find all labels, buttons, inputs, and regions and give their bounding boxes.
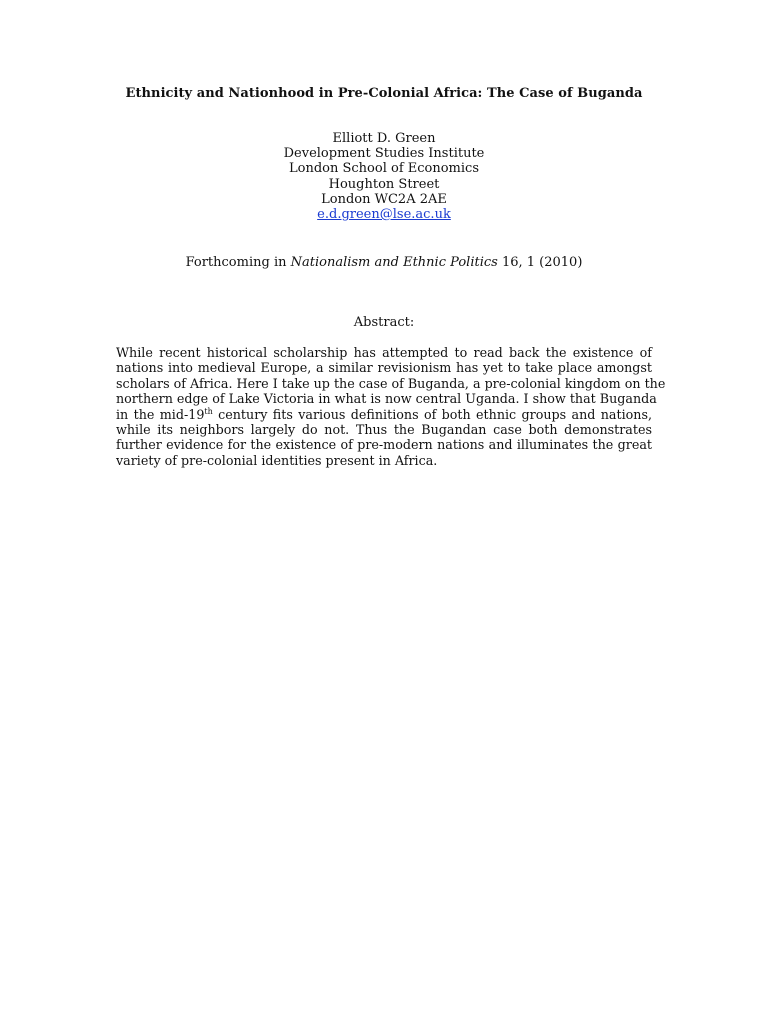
publication-prefix: Forthcoming in bbox=[185, 255, 291, 270]
paper-title: Ethnicity and Nationhood in Pre-Colonial Africa: The Case of Buganda bbox=[125, 86, 643, 101]
affiliation-line: London School of Economics bbox=[289, 161, 479, 177]
abstract-line-part: century fits various definitions of both ethnic groups and nations, bbox=[212, 406, 652, 422]
abstract-body bbox=[116, 345, 666, 468]
publication-volume: 16, 1 (2010) bbox=[497, 255, 583, 270]
abstract-heading: Abstract: bbox=[353, 315, 415, 330]
affiliation-line: London WC2A 2AE bbox=[321, 191, 447, 207]
abstract-line: northern edge of Lake Victoria in what is now central Uganda. I show that Buganda bbox=[116, 391, 657, 407]
author-block bbox=[0, 131, 768, 222]
ordinal-superscript: th bbox=[204, 406, 213, 416]
abstract-line-part: in the mid-19 bbox=[116, 406, 205, 422]
abstract-line bbox=[116, 407, 652, 422]
abstract-line: further evidence for the existence of pre-modern nations and illuminates the great bbox=[116, 437, 652, 453]
journal-name: Nationalism and Ethnic Politics bbox=[290, 255, 498, 270]
abstract-line: nations into medieval Europe, a similar revisionism has yet to take place amongst bbox=[116, 360, 652, 376]
author-name: Elliott D. Green bbox=[332, 131, 436, 146]
publication-note bbox=[0, 255, 768, 271]
abstract-line: scholars of Africa. Here I take up the case of Buganda, a pre-colonial kingdom on the bbox=[116, 375, 666, 391]
abstract-line: variety of pre-colonial identities present in Africa. bbox=[116, 452, 438, 468]
affiliation-line: Houghton Street bbox=[328, 176, 440, 192]
author-email-link[interactable]: e.d.green@lse.ac.uk bbox=[317, 207, 451, 223]
affiliation-line: Development Studies Institute bbox=[283, 146, 485, 162]
abstract-line: While recent historical scholarship has attempted to read back the existence of bbox=[116, 345, 652, 360]
abstract-line: while its neighbors largely do not. Thus the Bugandan case both demonstrates bbox=[116, 422, 652, 438]
